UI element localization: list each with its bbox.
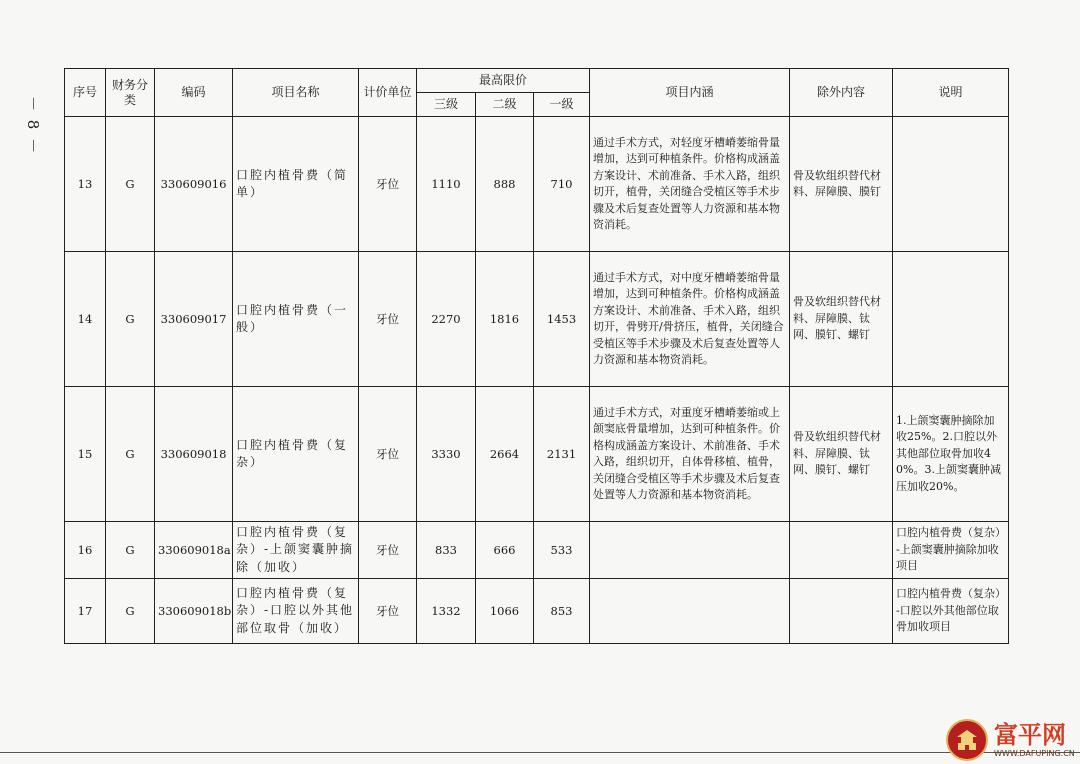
- cell-content: 通过手术方式，对重度牙槽嵴萎缩或上颌窦底骨量增加，达到可种植条件。价格构成涵盖方案设计、术前准备、手术入路，组织切开，自体骨移植、植骨，关闭缝合受植区等手术步骤及术后复查处置等人力资源和基本物资消耗。: [590, 387, 790, 522]
- cell-content: [590, 579, 790, 644]
- fee-table: [64, 68, 1009, 644]
- cell-class: G: [106, 579, 155, 644]
- cell-code: 330609017: [155, 252, 233, 387]
- cell-level3: 833: [417, 522, 476, 579]
- header-content: 项目内涵: [590, 69, 790, 117]
- cell-unit: 牙位: [359, 522, 417, 579]
- header-level3: 三级: [417, 93, 476, 117]
- table-row: [65, 579, 1009, 644]
- watermark-url: WWW.DAFUPING.CN: [994, 748, 1075, 758]
- cell-seq: 13: [65, 117, 106, 252]
- header-level2: 二级: [476, 93, 534, 117]
- cell-code: 330609018b: [155, 579, 233, 644]
- cell-class: G: [106, 387, 155, 522]
- cell-level2: 666: [476, 522, 534, 579]
- header-note: 说明: [893, 69, 1009, 117]
- cell-level3: 1110: [417, 117, 476, 252]
- table-row: [65, 252, 1009, 387]
- header-unit: 计价单位: [359, 69, 417, 117]
- cell-content: [590, 522, 790, 579]
- header-level1: 一级: [534, 93, 590, 117]
- cell-excluded: 骨及软组织替代材料、屏障膜、钛网、膜钉、螺钉: [790, 387, 893, 522]
- cell-level3: 3330: [417, 387, 476, 522]
- cell-unit: 牙位: [359, 117, 417, 252]
- header-excluded: 除外内容: [790, 69, 893, 117]
- table-row: [65, 117, 1009, 252]
- cell-level2: 1066: [476, 579, 534, 644]
- cell-seq: 15: [65, 387, 106, 522]
- cell-class: G: [106, 117, 155, 252]
- cell-note: [893, 252, 1009, 387]
- cell-level3: 1332: [417, 579, 476, 644]
- header-seq: 序号: [65, 69, 106, 117]
- tower-icon: [946, 719, 988, 761]
- header-max-price: 最高限价: [417, 69, 590, 93]
- page-bottom-rule: [0, 752, 1080, 753]
- cell-code: 330609016: [155, 117, 233, 252]
- cell-item-name: 口腔内植骨费（复杂）: [233, 387, 359, 522]
- header-finance-class: 财务分类: [106, 69, 155, 117]
- cell-seq: 17: [65, 579, 106, 644]
- cell-note: 口腔内植骨费（复杂）-上颌窦囊肿摘除加收项目: [893, 522, 1009, 579]
- cell-code: 330609018: [155, 387, 233, 522]
- cell-level3: 2270: [417, 252, 476, 387]
- cell-item-name: 口腔内植骨费（复杂）-上颌窦囊肿摘除（加收）: [233, 522, 359, 579]
- page-number: － 8 －: [24, 96, 42, 156]
- cell-level1: 853: [534, 579, 590, 644]
- cell-item-name: 口腔内植骨费（一般）: [233, 252, 359, 387]
- cell-content: 通过手术方式，对中度牙槽嵴萎缩骨量增加，达到可种植条件。价格构成涵盖方案设计、术前准备、手术入路，组织切开，骨劈开/骨挤压，植骨，关闭缝合受植区等手术步骤及术后复查处置等人力资源和基本物资消耗。: [590, 252, 790, 387]
- cell-class: G: [106, 252, 155, 387]
- header-item-name: 项目名称: [233, 69, 359, 117]
- cell-level2: 888: [476, 117, 534, 252]
- cell-content: 通过手术方式，对轻度牙槽嵴萎缩骨量增加，达到可种植条件。价格构成涵盖方案设计、术前准备、手术入路，组织切开，植骨，关闭缝合受植区等手术步骤及术后复查处置等人力资源和基本物资消耗。: [590, 117, 790, 252]
- cell-class: G: [106, 522, 155, 579]
- cell-level2: 2664: [476, 387, 534, 522]
- cell-item-name: 口腔内植骨费（简单）: [233, 117, 359, 252]
- cell-excluded: 骨及软组织替代材料、屏障膜、钛网、膜钉、螺钉: [790, 252, 893, 387]
- cell-note: 口腔内植骨费（复杂）-口腔以外其他部位取骨加收项目: [893, 579, 1009, 644]
- watermark-name: 富平网: [994, 720, 1066, 749]
- cell-seq: 14: [65, 252, 106, 387]
- cell-level1: 1453: [534, 252, 590, 387]
- cell-excluded: [790, 522, 893, 579]
- cell-code: 330609018a: [155, 522, 233, 579]
- cell-level2: 1816: [476, 252, 534, 387]
- table-row: [65, 387, 1009, 522]
- header-code: 编码: [155, 69, 233, 117]
- cell-note: [893, 117, 1009, 252]
- cell-level1: 710: [534, 117, 590, 252]
- cell-seq: 16: [65, 522, 106, 579]
- cell-unit: 牙位: [359, 252, 417, 387]
- cell-level1: 2131: [534, 387, 590, 522]
- cell-note: 1.上颌窦囊肿摘除加收25%。2.口腔以外其他部位取骨加收40%。3.上颌窦囊肿减压加收20%。: [893, 387, 1009, 522]
- cell-excluded: [790, 579, 893, 644]
- cell-level1: 533: [534, 522, 590, 579]
- cell-unit: 牙位: [359, 387, 417, 522]
- cell-unit: 牙位: [359, 579, 417, 644]
- table-row: [65, 522, 1009, 579]
- site-watermark-logo[interactable]: [946, 718, 1076, 762]
- cell-excluded: 骨及软组织替代材料、屏障膜、膜钉: [790, 117, 893, 252]
- cell-item-name: 口腔内植骨费（复杂）-口腔以外其他部位取骨（加收）: [233, 579, 359, 644]
